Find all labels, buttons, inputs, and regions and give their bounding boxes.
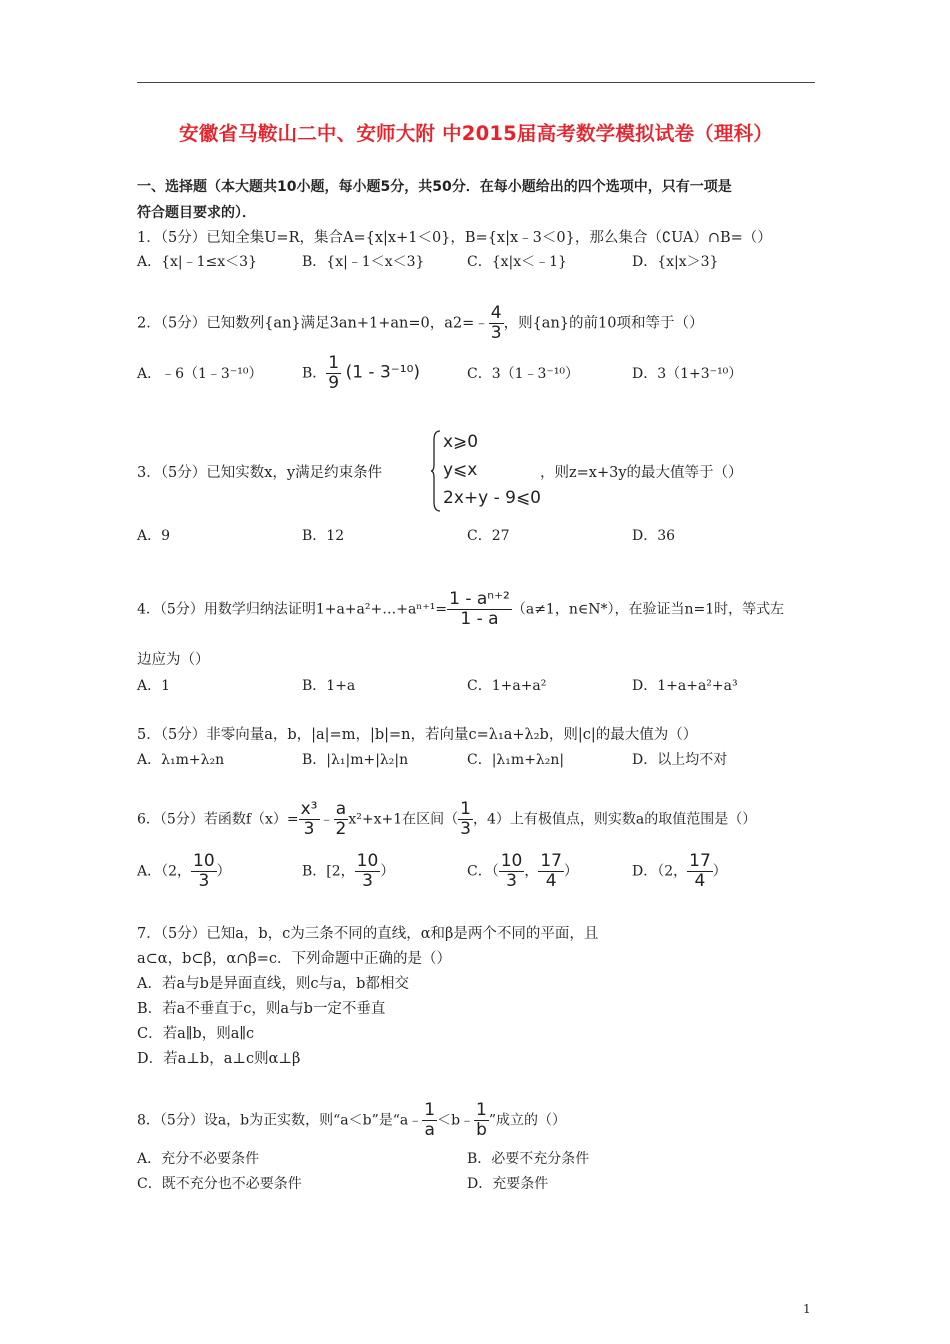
q5-option-c: C．|λ₁m+λ₂n|	[467, 752, 565, 768]
page-title: 安徽省马鞍山二中、安师大附 中2015届高考数学模拟试卷（理科）	[179, 122, 773, 145]
q8-frac-1b	[474, 1101, 489, 1140]
q4-fraction-den: 1 - a	[447, 609, 512, 629]
q6-frac-x3-den: 3	[299, 819, 320, 839]
q2-option-a: A．﹣6（1﹣3⁻¹⁰）	[137, 366, 263, 382]
q7-option-b: B．若a不垂直于c，则a与b一定不垂直	[137, 1001, 386, 1017]
q6-option-c-num2: 17	[540, 851, 562, 871]
q3-option-d: D．36	[632, 528, 676, 544]
q2-option-b-fraction	[326, 354, 341, 393]
q2-fraction-num: 4	[490, 303, 502, 323]
q2-option-b	[302, 354, 420, 393]
q6-option-c-num1: 10	[500, 851, 523, 871]
q8-option-c: C．既不充分也不必要条件	[137, 1176, 302, 1192]
q2-stem-start: 2．（5分）已知数列{an}满足3an+1+an=0，a2=﹣	[137, 315, 489, 332]
q4-stem-start: 4．（5分）用数学归纳法证明1+a+a²+…+aⁿ⁺¹=	[137, 601, 448, 618]
q7-option-a: A．若a与b是异面直线，则c与a，b都相交	[137, 976, 409, 992]
section-heading-line1: 一、选择题（本大题共10小题，每小题5分，共50分．在每小题给出的四个选项中，只有一项是	[137, 179, 732, 195]
q2-stem-end: ，则{an}的前10项和等于（）	[503, 315, 704, 332]
q2-fraction	[489, 304, 504, 343]
q6-option-d-den: 4	[687, 871, 713, 891]
q4-option-b: B．1+a	[302, 678, 356, 694]
q5-option-a: A．λ₁m+λ₂n	[137, 752, 225, 768]
q6-option-c-den2: 4	[538, 871, 564, 891]
q8-frac-1a	[422, 1101, 437, 1140]
q1-stem: 1．（5分）已知全集U=R，集合A={x|x+1＜0}，B={x|x﹣3＜0}，那么集合（∁UA）∩B=（）	[137, 230, 772, 246]
q8-frac-1b-num: 1	[476, 1100, 487, 1120]
q6-stem-end: ，4）上有极值点，则实数a的取值范围是（）	[472, 811, 757, 828]
q6-option-c-den1: 3	[499, 871, 525, 891]
q2-option-b-num: 1	[328, 353, 340, 373]
q2-option-b-den: 9	[328, 373, 340, 393]
q4-option-c: C．1+a+a²	[467, 678, 547, 694]
q7-stem: 7．（5分）已知a，b，c为三条不同的直线，α和β是两个不同的平面，且	[137, 926, 599, 942]
q6-frac-a2	[334, 800, 349, 839]
q6-frac-13	[458, 800, 473, 839]
q6-frac-a2-den: 2	[335, 819, 347, 839]
q6-stem	[137, 800, 756, 839]
q6-option-d-frac	[687, 852, 713, 891]
q6-option-b-den: 3	[355, 871, 381, 891]
q6-frac-13-den: 3	[460, 819, 471, 839]
q8-option-a: A．充分不必要条件	[137, 1151, 260, 1167]
q6-option-a: A．（2， $\frac{10}{3}$ ）	[137, 851, 231, 891]
q3-stem-start: 3．（5分）已知实数x，y满足约束条件	[137, 465, 383, 481]
q5-stem: 5．（5分）非零向量a，b，|a|=m，|b|=n，若向量c=λ₁a+λ₂b，则|c|的最大值为（）	[137, 727, 698, 743]
q6-option-b: B．[2， $\frac{10}{3}$ ）	[302, 851, 395, 891]
q7-stem-cont: a⊂α，b⊂β，α∩β=c．下列命题中正确的是（）	[137, 951, 451, 967]
q6-frac-13-num: 1	[460, 799, 471, 819]
q2-option-b-rest: (1 - 3⁻¹⁰)	[345, 362, 421, 383]
q3-stem-end: ，则z=x+3y的最大值等于（）	[540, 465, 743, 481]
q6-minus: ﹣	[319, 811, 334, 828]
q3-option-a: A．9	[137, 528, 171, 544]
q6-option-a-frac	[191, 852, 217, 891]
q6-option-b-num: 10	[356, 851, 379, 871]
q6-option-a-label: A．（2，	[137, 863, 192, 880]
q6-option-d-num: 17	[689, 851, 711, 871]
q2-option-b-label: B．	[302, 365, 327, 382]
q3-option-c: C．27	[467, 528, 510, 544]
q6-option-b-frac	[355, 852, 381, 891]
q6-option-c-frac2	[538, 852, 564, 891]
q8-option-b: B．必要不充分条件	[467, 1151, 590, 1167]
q3-constraint-3: 2x+y - 9⩽0	[443, 488, 541, 508]
q4-option-d: D．1+a+a²+a³	[632, 678, 738, 694]
q8-frac-1b-den: b	[474, 1120, 489, 1140]
q1-option-c: C．{x|x＜﹣1}	[467, 254, 567, 270]
q8-frac-1a-num: 1	[424, 1100, 436, 1120]
q3-constraint-2: y⩽x	[443, 460, 478, 480]
q6-option-a-num: 10	[193, 851, 215, 871]
q5-option-d: D．以上均不对	[632, 752, 728, 768]
q8-stem	[137, 1101, 566, 1140]
q6-option-d: D．（2， $\frac{17}{4}$ ）	[632, 851, 727, 891]
q2-option-d: D．3（1+3⁻¹⁰）	[632, 366, 743, 382]
q2-fraction-den: 3	[490, 323, 502, 343]
q6-option-d-label: D．（2，	[632, 863, 688, 880]
q8-stem-end: ”成立的（）	[488, 1112, 567, 1129]
q2-stem	[137, 304, 703, 343]
q6-option-c: C．（ $\frac{10}{3}$ ， $\frac{17}{4}$ ）	[467, 851, 578, 891]
q4-fraction-num: 1 - aⁿ⁺²	[449, 589, 510, 609]
q7-option-d: D．若a⊥b，a⊥c则α⊥β	[137, 1051, 301, 1067]
q1-option-a: A．{x|﹣1≤x＜3}	[137, 254, 257, 270]
q4-stem	[137, 590, 784, 629]
q1-option-d: D．{x|x＞3}	[632, 254, 719, 270]
page-number: 1	[803, 1302, 811, 1316]
q6-stem-start: 6．（5分）若函数f（x）=	[137, 811, 299, 828]
q6-option-a-den: 3	[191, 871, 217, 891]
q6-frac-a2-num: a	[335, 799, 347, 819]
q6-stem-mid: x²+x+1在区间（	[348, 811, 459, 828]
q8-option-d: D．充要条件	[467, 1176, 549, 1192]
q6-option-c-label: C．（	[467, 863, 499, 880]
q2-option-c: C．3（1﹣3⁻¹⁰）	[467, 366, 580, 382]
section-heading-line2: 符合题目要求的）．	[137, 205, 256, 221]
q4-stem-end: （a≠1，n∈N*），在验证当n=1时，等式左	[511, 601, 785, 618]
q1-option-b: B．{x|﹣1＜x＜3}	[302, 254, 425, 270]
q7-option-c: C．若a∥b，则a∥c	[137, 1026, 255, 1042]
q4-fraction	[447, 590, 512, 629]
q6-frac-x3	[299, 800, 320, 839]
q6-frac-x3-num: x³	[300, 799, 318, 819]
header-rule	[137, 82, 815, 83]
q3-constraint-1: x⩾0	[443, 432, 479, 452]
q8-stem-start: 8．（5分）设a，b为正实数，则“a＜b”是“a﹣	[137, 1112, 423, 1129]
q4-option-a: A．1	[137, 678, 171, 694]
q6-option-b-label: B．[2，	[302, 863, 355, 880]
q8-stem-mid: ＜b﹣	[437, 1112, 475, 1129]
q6-option-c-frac1	[499, 852, 525, 891]
q3-brace	[431, 430, 441, 512]
q8-frac-1a-den: a	[422, 1120, 437, 1140]
q4-stem-cont: 边应为（）	[137, 652, 210, 668]
q5-option-b: B．|λ₁|m+|λ₂|n	[302, 752, 409, 768]
q3-option-b: B．12	[302, 528, 345, 544]
